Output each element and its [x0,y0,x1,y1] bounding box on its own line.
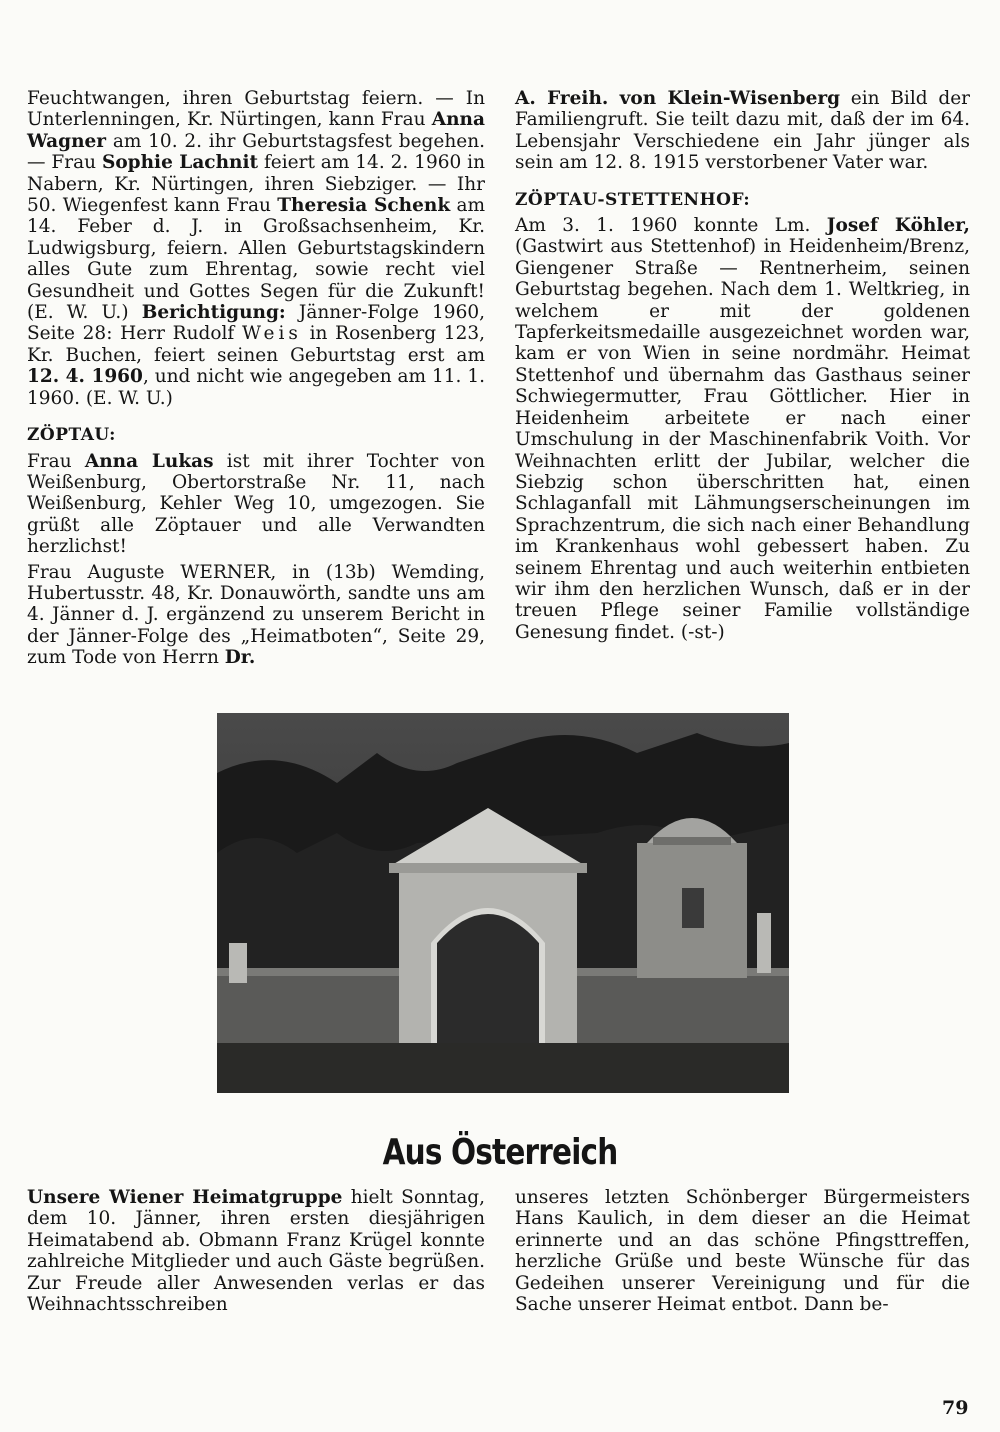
bottom-left-column [27,1187,485,1315]
person-name: Weis [242,323,302,345]
bottom-right-column [515,1187,970,1315]
stettenhof-paragraph: Am 3. 1. 1960 konnte Lm. Josef Köhler, (Gastwirt aus Stettenhof) in Heidenheim/Brenz, Giengener Straße — Rentnerheim, seinen Geburtstag begehen. Nach dem 1. Weltkrieg, in welchem er mit der goldenen Tapferkeitsmedaille ausgezeichnet worden war, kam er von Wien in seine nordmähr. Heimat Stettenhof und übernahm das Gasthaus seiner Schwiegermutter, Frau Göttlicher. Hier in Heidenheim arbeitete er nach einer Umschulung in der Maschinenfabrik Voith. Vor Weihnachten erlitt der Jubilar, welcher die Siebzig schon überschritten hat, einen Schlaganfall mit Lähmungserscheinungen im Sprachzentrum, die sich nach einer Behandlung im Krankenhaus wohl gebessert haben. Zu seinem Ehrentag und auch weiterhin entbieten wir ihm den herzlichen Wunsch, daß er in der treuen Pflege seiner Familie vollständige Genesung findet. (-st-) [515,215,970,643]
family-crypt-photo [217,713,789,1093]
vienna-group-continued: unseres letzten Schönberger Bürgermeisters Hans Kaulich, in dem dieser an die Heimat erinnerte und an das schöne Pfingsttreffen, herzliche Grüße und beste Wünsche für das Gedeihen unserer Vereinigung und für die Sache unserer Heimat entbot. Dann be- [515,1187,970,1316]
person-name: Anna Lukas [84,450,214,472]
zoeptau-paragraph-2: Frau Auguste WERNER, in (13b) Wemding, Hubertusstr. 48, Kr. Donauwörth, sandte uns am 4. Jänner d. J. ergänzend zu unserem Bericht in der Jänner-Folge des „Heimatboten“, Seite 29, zum Tode von Herrn Dr. [27,561,485,669]
section-heading-zoeptau: ZÖPTAU: [27,425,116,446]
birthday-paragraph: Feuchtwangen, ihren Geburtstag feiern. — In Unterlenningen, Kr. Nürtingen, kann Frau Anna Wagner am 10. 2. ihr Geburtstagsfest begehen. — Frau Sophie Lachnit feiert am 14. 2. 1960 in Nabern, Kr. Nürtingen, ihren Siebziger. — Ihr 50. Wiegenfest kann Frau Theresia Schenk am 14. Feber d. J. in Großsachsenheim, Kr. Ludwigsburg, feiern. Allen Geburtstagskindern alles Gute zum Ehrentag, sowie recht viel Gesundheit und Gottes Segen für die Zukunft! (E. W. U.) Berichtigung: Jänner-Folge 1960, Seite 28: Herr Rudolf Weis in Rosenberg 123, Kr. Buchen, feiert seinen Geburtstag erst am 12. 4. 1960, und nicht wie angegeben am 11. 1. 1960. (E. W. U.) [27,88,486,409]
correction-date: 12. 4. 1960 [27,366,143,388]
person-name: Josef Köhler, [826,215,970,237]
person-name: Anna Wagner [27,109,485,152]
person-name: Sophie Lachnit [101,152,259,174]
continued-paragraph: A. Freih. von Klein-Wisenberg ein Bild der Familiengruft. Sie teilt dazu mit, daß der im 64. Lebensjahr Verschiedene ein Jahr jünger als sein am 12. 8. 1915 verstorbener Vater war. [515,88,970,174]
page-number: 79 [942,1397,969,1419]
section-title: Aus Österreich [382,1132,618,1173]
section-heading-stettenhof: ZÖPTAU-STETTENHOF: [515,189,751,210]
title-abbrev: Dr. [224,647,256,669]
group-name: Unsere Wiener Heimatgruppe [27,1187,343,1208]
correction-label: Berichtigung: [141,302,286,324]
crypt-illustration [217,713,789,1093]
right-column [515,88,970,643]
person-name: Theresia Schenk [277,195,451,217]
zoeptau-paragraph-1: Frau Anna Lukas ist mit ihrer Tochter von Weißenburg, Obertorstraße Nr. 11, nach Weißenburg, Kehler Weg 10, umgezogen. Sie grüßt alle Zöptauer und alle Verwandten herzlichst! [27,450,485,558]
left-column [27,88,485,669]
person-name: A. Freih. von Klein-Wisenberg [515,88,841,109]
vienna-group-paragraph: Unsere Wiener Heimatgruppe hielt Sonntag, dem 10. Jänner, ihren ersten diesjährigen Heimatabend ab. Obmann Franz Krügel konnte zahlreiche Mitglieder und auch Gäste begrüßen. Zur Freude aller Anwesenden verlas er das Weihnachtsschreiben [27,1187,485,1316]
